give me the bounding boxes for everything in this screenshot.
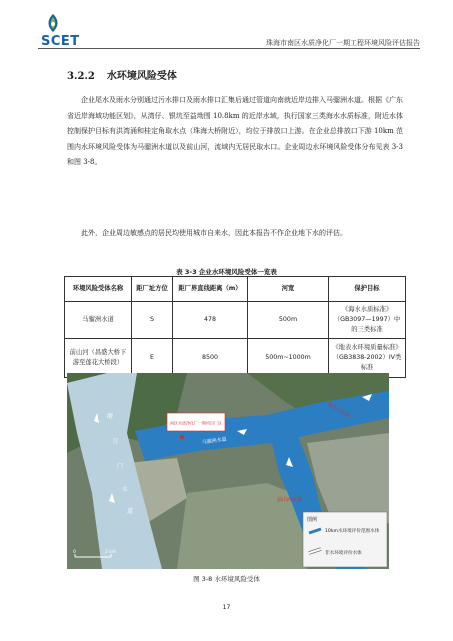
col-header-distance: 距厂界直线距离（m）	[173, 277, 248, 302]
cell-distance: 478	[173, 302, 248, 339]
risk-receptor-table	[64, 276, 406, 378]
cell-name: 马骝洲水道	[65, 302, 132, 339]
header-title: 珠海市南区水质净化厂一期工程环境风险评估报告	[266, 39, 420, 47]
scale-label-0: 0	[73, 550, 76, 555]
logo-text: SCET	[41, 34, 80, 49]
table-caption: 表 3-3 企业水环境风险受体一览表	[176, 268, 277, 276]
modaomen-char: 门	[117, 463, 124, 470]
plant-marker-icon	[180, 435, 184, 439]
modaomen-char: 水	[122, 486, 129, 493]
legend-title: 图例	[307, 517, 318, 523]
scale-label-2km: 2 km	[105, 550, 117, 555]
col-header-target: 保护目标	[329, 277, 406, 302]
section-title: 水环境风险受体	[106, 71, 177, 82]
cell-direction: E	[132, 339, 173, 378]
section-heading	[67, 67, 177, 82]
figure-caption: 图 3-8 水环境风险受体	[193, 575, 260, 583]
plant-label: 南区水质净化厂一期项目厂区	[170, 420, 222, 426]
cell-target: 《地表水环境质量标准》（GB3838-2002）IV类标准	[329, 339, 406, 378]
section-number: 3.2.2	[67, 71, 95, 82]
page-number: 17	[222, 604, 231, 611]
cell-width: 500m~1000m	[248, 339, 329, 378]
maliuzhou-label: 马骝洲水道	[201, 436, 228, 446]
paragraph-2: 此外，企业周边敏感点的居民均使用城市自来水，因此本报告不作企业地下水的评估。	[81, 229, 347, 237]
modaomen-char: 道	[127, 508, 134, 515]
table-header-row	[65, 277, 406, 302]
table-row	[65, 302, 406, 339]
water-receptor-map	[67, 373, 389, 569]
upstream-label: 珠江口水体	[326, 401, 351, 420]
cell-distance: 8500	[173, 339, 248, 378]
scet-logo-icon	[38, 12, 68, 34]
paragraph-1: 企业尾水及雨水分别通过污水排口及雨水排口汇集后通过管道向南就近岸边排入马骝洲水道。根据《广东省近岸海域功能区划》，从湾仔、银坑至益坳围 10.8km 的近岸水域，执行国家三类海水水质标准，附近水体控制保护目标有洪湾涌和桂定角取水点（珠海大桥附近），均位于排放口上游。在企业总排放口下游 10km 范围内水环境风险受体为马骝洲水道以及前山河，流域内无居民取水口。企业周边水环境风险受体分布见表 3-3 和图 3-8。	[67, 96, 403, 166]
col-header-width: 河宽	[248, 277, 329, 302]
legend-item-assessed: 10km水环境评价范围水体	[325, 529, 380, 534]
table-row	[65, 339, 406, 378]
cell-name: 前山河（昌盛大桥下游至莲花大桥段）	[65, 339, 132, 378]
col-header-direction: 距厂址方位	[132, 277, 173, 302]
modaomen-char: 磨	[107, 413, 114, 420]
page-header	[38, 12, 420, 49]
legend-item-non-assessed: 非水环境评价水体	[325, 551, 362, 556]
col-header-name: 环境风险受体名称	[65, 277, 132, 302]
cell-width: 500m	[248, 302, 329, 339]
modaomen-char: 刀	[112, 438, 119, 445]
map-legend	[303, 512, 387, 567]
cell-target: 《海水水质标准》（GB3097—1997）中的三类标准	[329, 302, 406, 339]
qianshan-label: 前山河水体	[277, 497, 303, 503]
cell-direction: S	[132, 302, 173, 339]
